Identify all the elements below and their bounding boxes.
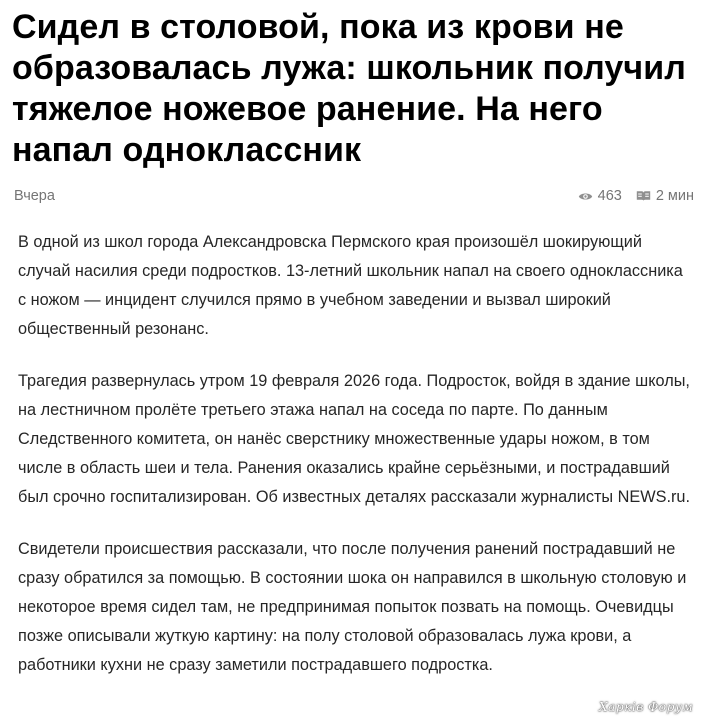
read-time-value: 2 мин [655,188,694,204]
article-meta [14,186,694,208]
book-icon [636,190,651,202]
article-body [18,228,693,703]
article-stats [578,188,694,204]
eye-icon [578,191,593,202]
paragraph: Свидетели происшествия рассказали, что после получения ранений пострадавший не сразу обратился за помощью. В состоянии шока он направился в школьную столовую и некоторое время сидел там, не предпринимая попыток позвать на помощь. Очевидцы позже описывали жуткую картину: на полу столовой образовалась лужа крови, а работники кухни не сразу заметили пострадавшего подростка. [18,540,687,674]
paragraph: В одной из школ города Александровска Пермского края произошёл шокирующий случай насилия среди подростков. 13-летний школьник напал на своего одноклассника с ножом — инцидент случился прямо в учебном заведении и вызвал широкий общественный резонанс. [18,233,683,338]
views-counter [578,188,622,204]
article-title: Сидел в столовой, пока из крови не образовалась лужа: школьник получил тяжелое ножевое ранение. На него напал одноклассник [12,8,686,169]
read-time [636,188,694,204]
views-count: 463 [597,188,622,204]
publish-date: Вчера [14,188,55,204]
paragraph: Трагедия развернулась утром 19 февраля 2026 года. Подросток, войдя в здание школы, на лестничном пролёте третьего этажа напал на соседа по парте. По данным Следственного комитета, он нанёс сверстнику множественные удары ножом, в том числе в область шеи и тела. Ранения оказались крайне серьёзными, и пострадавший был срочно госпитализирован. Об известных деталях рассказали журналисты NEWS.ru. [18,372,691,506]
watermark: Харків Форум [598,699,693,714]
